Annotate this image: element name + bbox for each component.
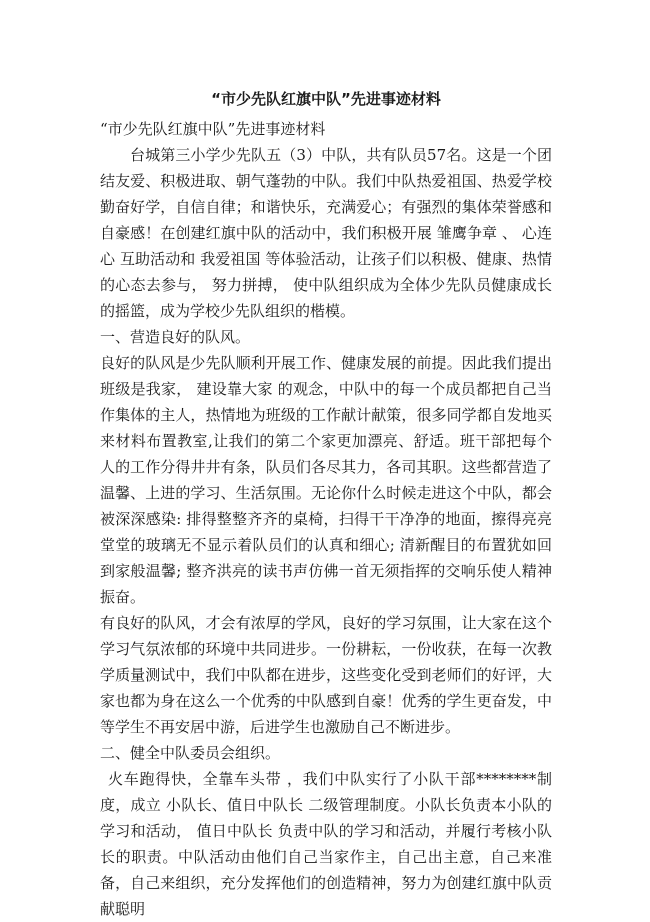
intro-paragraph: 台城第三小学少先队五（3）中队，共有队员57名。这是一个团结友爱、积极进取、朝气蓬勃的中队。我们中队热爱祖国、热爱学校勤奋好学，自信自律；和谐快乐，充满爱心；有强烈的集体荣誉感和自豪感！在创建红旗中队的活动中，我们积极开展 雏鹰争章 、 心连心 互助活动和 我爱祖国 等体验活动，让孩子们以积极、健康、热情的心态去参与， 努力拼搏， 使中队组织成为全体少先队员健康成长的摇篮，成为学校少先队组织的楷模。 xyxy=(100,146,552,320)
section-1-heading: 一、营造良好的队风。 xyxy=(100,328,251,346)
document-subtitle: “市少先队红旗中队”先进事迹材料 xyxy=(100,120,326,138)
section-1-paragraph-1: 良好的队风是少先队顺利开展工作、健康发展的前提。因此我们提出班级是我家， 建设靠大家 的观念，中队中的每一个成员都把自己当作集体的主人，热情地为班级的工作献计献策，很多同学都自发地买来材料布置教室,让我们的第二个家更加漂亮、舒适。班干部把每个人的工作分得井井有条，队员们各尽其力，各司其职。这些都营造了温馨、上进的学习、生活氛围。无论你什么时候走进这个中队，都会被深深感染: 排得整整齐齐的桌椅，扫得干干净净的地面，擦得亮亮堂堂的玻璃无不显示着队员们的认真和细心; 清新醒目的布置犹如回到家般温馨; 整齐洪亮的读书声仿佛一首无须指挥的交响乐使人精神振奋。 xyxy=(100,354,552,606)
document-title: “市少先队红旗中队”先进事迹材料 xyxy=(211,90,441,108)
section-2-heading: 二、健全中队委员会组织。 xyxy=(100,744,281,762)
document-page xyxy=(100,80,552,922)
section-1-paragraph-2: 有良好的队风，才会有浓厚的学风，良好的学习氛围，让大家在这个学习气氛浓郁的环境中共同进步。一份耕耘，一份收获，在每一次教学质量测试中，我们中队都在进步，这些变化受到老师们的好评，大家也都为身在这么一个优秀的中队感到自豪！优秀的学生更奋发，中等学生不再安居中游，后进学生也激励自己不断进步。 xyxy=(100,614,552,736)
section-2-paragraph-1: 火车跑得快，全靠车头带 ，我们中队实行了小队干部********制度，成立 小队长、值日中队长 二级管理制度。小队长负责本小队的学习和活动， 值日中队长 负责中队的学习和活动，并履行考核小队长的职责。中队活动由他们自己当家作主，自己出主意，自己来准备，自己来组织，充分发挥他们的创造精神，努力为创建红旗中队贡献聪明 xyxy=(100,770,552,918)
